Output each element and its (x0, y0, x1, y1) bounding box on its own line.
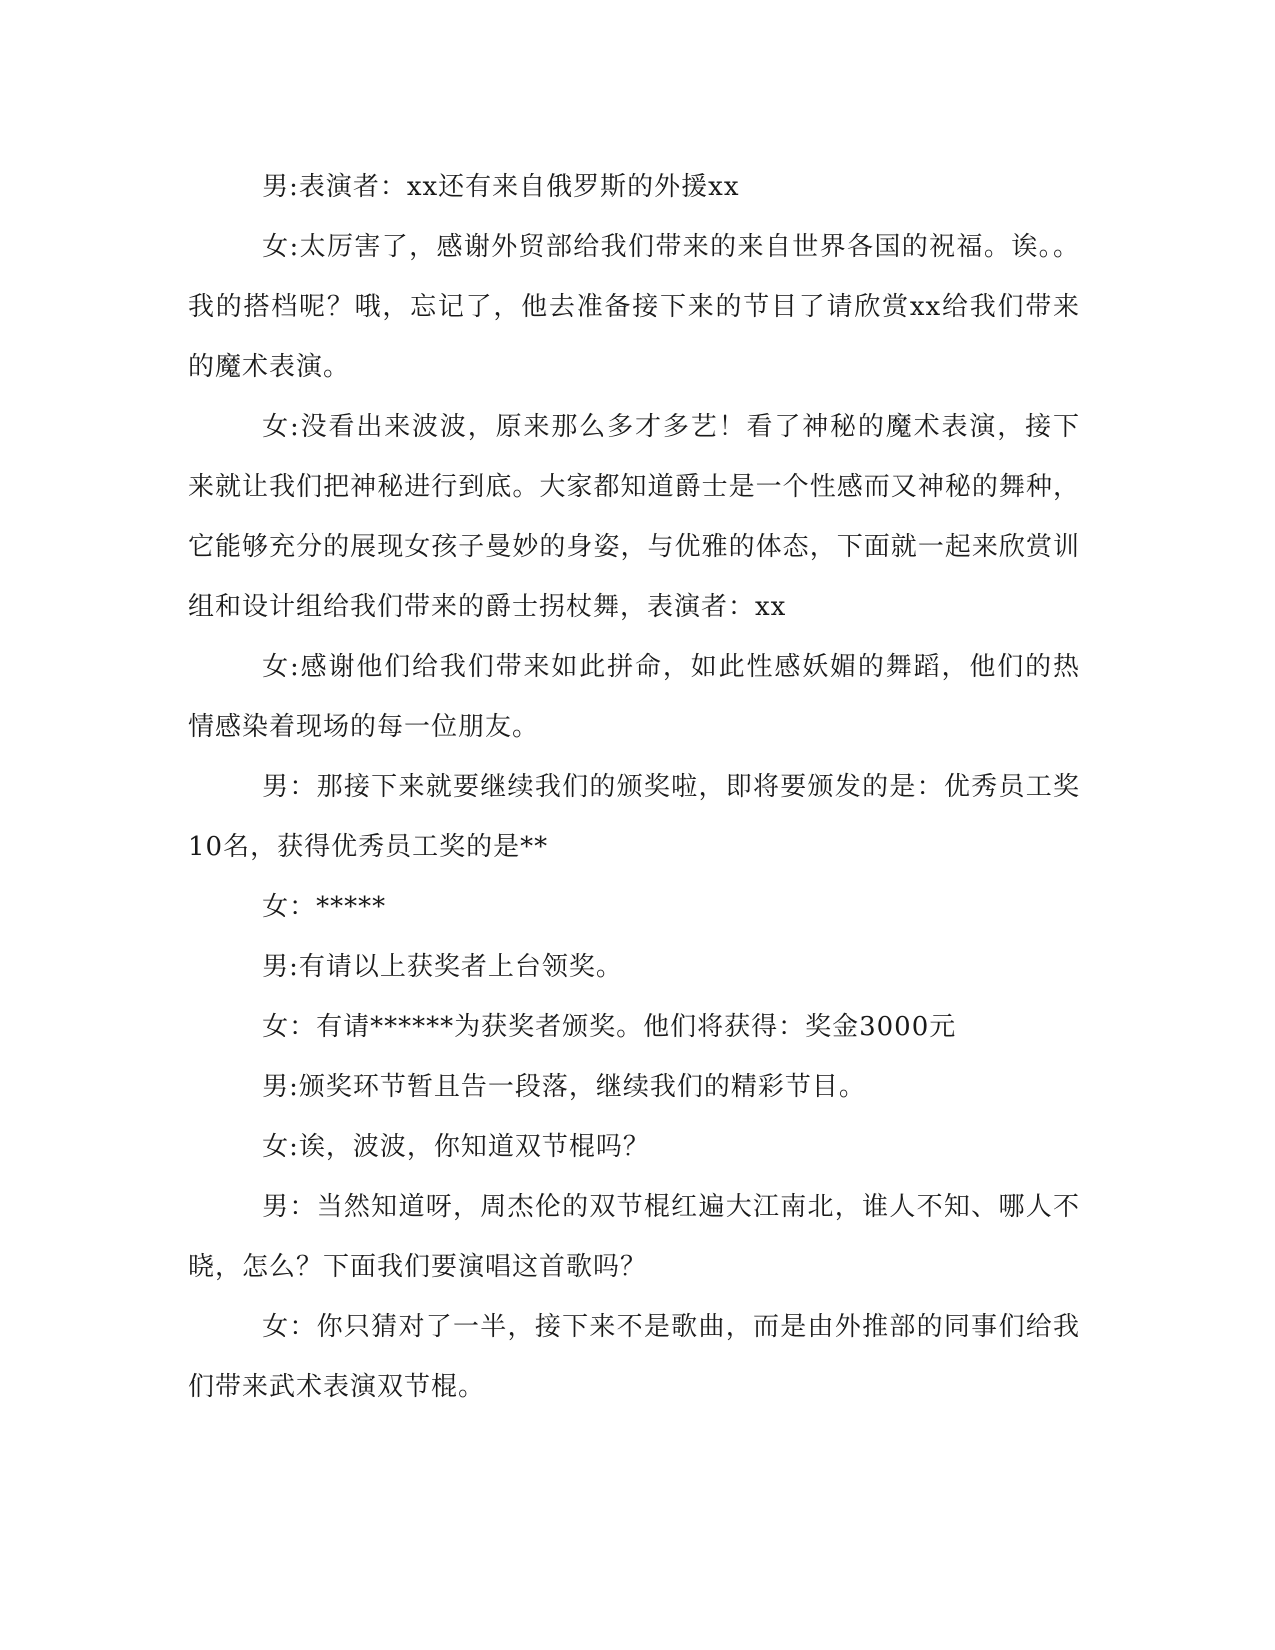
paragraph: 女:诶，波波，你知道双节棍吗？ (262, 1132, 650, 1162)
paragraph: 女:感谢他们给我们带来如此拼命，如此性感妖媚的舞蹈，他们的热情感染着现场的每一位朋友。 (188, 652, 1080, 742)
paragraph: 男:表演者：xx还有来自俄罗斯的外援xx (262, 172, 740, 202)
document-body (188, 157, 1080, 1417)
paragraph: 女：你只猜对了一半，接下来不是歌曲，而是由外推部的同事们给我们带来武术表演双节棍。 (188, 1312, 1080, 1402)
paragraph: 男:颁奖环节暂且告一段落，继续我们的精彩节目。 (262, 1072, 866, 1102)
paragraph: 女：***** (262, 892, 387, 922)
paragraph: 男：当然知道呀，周杰伦的双节棍红遍大江南北，谁人不知、哪人不晓，怎么？下面我们要演唱这首歌吗？ (188, 1192, 1080, 1282)
paragraph: 男：那接下来就要继续我们的颁奖啦，即将要颁发的是：优秀员工奖10名，获得优秀员工奖的是** (188, 772, 1080, 862)
paragraph: 女:没看出来波波，原来那么多才多艺！看了神秘的魔术表演，接下来就让我们把神秘进行到底。大家都知道爵士是一个性感而又神秘的舞种，它能够充分的展现女孩子曼妙的身姿，与优雅的体态，下面就一起来欣赏训组和设计组给我们带来的爵士拐杖舞，表演者：xx (188, 412, 1080, 622)
paragraph: 女：有请******为获奖者颁奖。他们将获得：奖金3000元 (262, 1012, 957, 1042)
paragraph: 女:太厉害了，感谢外贸部给我们带来的来自世界各国的祝福。诶。。我的搭档呢？哦，忘记了，他去准备接下来的节目了请欣赏xx给我们带来的魔术表演。 (188, 232, 1080, 382)
paragraph: 男:有请以上获奖者上台领奖。 (262, 952, 623, 982)
